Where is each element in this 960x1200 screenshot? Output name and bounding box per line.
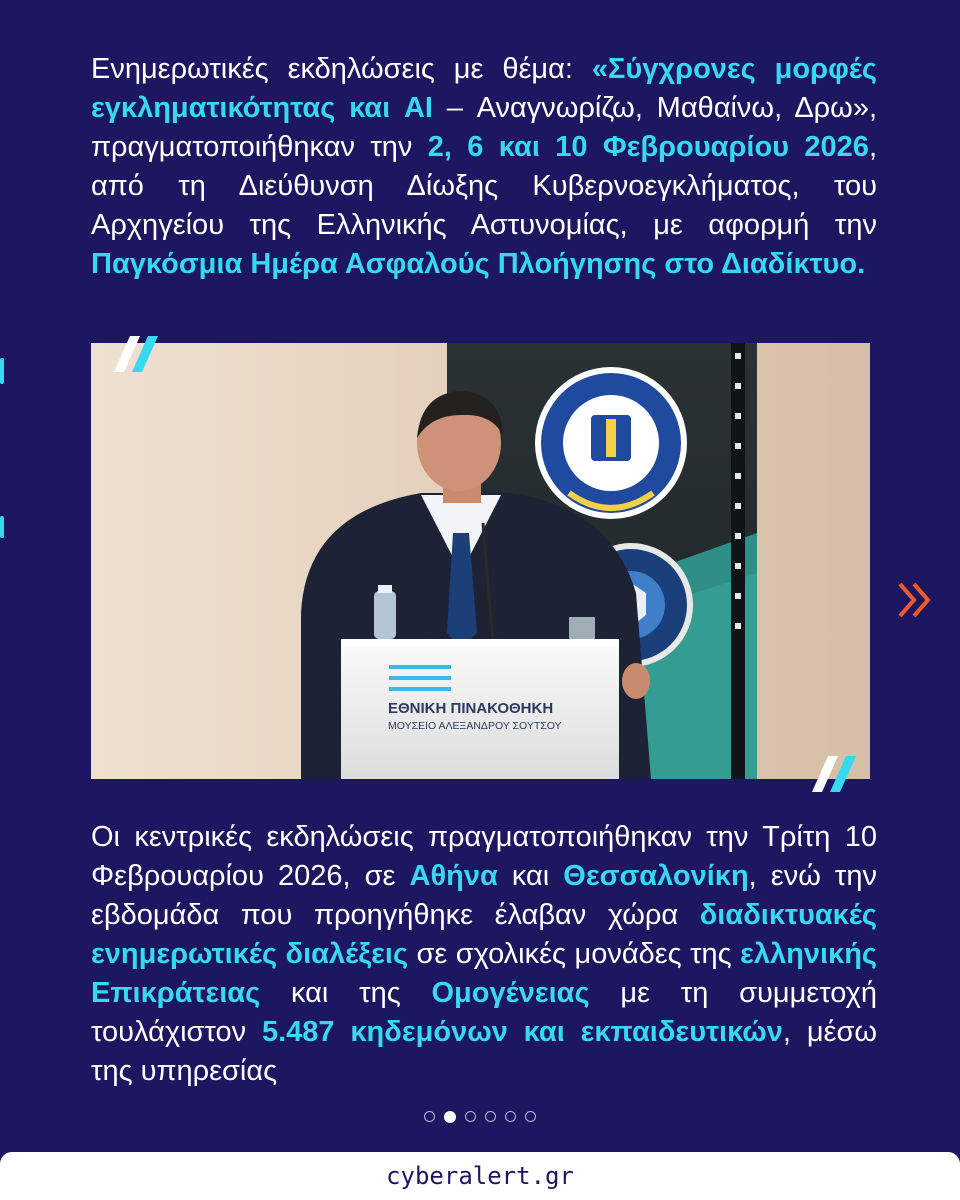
- intro-text: , από τη Διεύθυνση Δίωξης Κυβερνοεγκλήματος, του Αρχηγείου της Ελληνικής Αστυνομίας, με αφορμή την: [91, 131, 877, 241]
- pager-dot[interactable]: [444, 1111, 456, 1123]
- footer-bar: [0, 1152, 960, 1200]
- podium-subtitle: ΜΟΥΣΕΙΟ ΑΛΕΞΑΝΔΡΟΥ ΣΟΥΤΣΟΥ: [388, 720, 562, 732]
- side-accent-mark: [0, 358, 4, 384]
- national-gallery-logo: [389, 665, 451, 691]
- details-text: , μέσω της υπηρεσίας: [91, 1016, 877, 1087]
- details-text: με τη συμμετοχή τουλάχιστον: [91, 977, 877, 1048]
- pager-dot[interactable]: [505, 1111, 516, 1122]
- online-lectures-highlight: διαδικτυακές ενημερωτικές διαλέξεις: [91, 899, 877, 970]
- details-text: , ενώ την εβδομάδα που προηγήθηκε έλαβαν χώρα: [91, 860, 878, 931]
- pager-dot[interactable]: [525, 1111, 536, 1122]
- double-chevron-right-icon[interactable]: [896, 580, 936, 620]
- safer-internet-day-highlight: Παγκόσμια Ημέρα Ασφαλούς Πλοήγησης στο Διαδίκτυο.: [91, 248, 866, 280]
- details-text: Οι κεντρικές εκδηλώσεις πραγματοποιήθηκαν την Τρίτη 10 Φεβρουαρίου 2026, σε: [91, 821, 877, 892]
- podium-title: ΕΘΝΙΚΗ ΠΙΝΑΚΟΘΗΚΗ: [388, 700, 554, 717]
- decorative-slashes-icon: [100, 332, 160, 376]
- details-text: και: [497, 860, 564, 892]
- event-title-highlight: «Σύγχρονες μορφές εγκληματικότητας και AI: [91, 53, 877, 124]
- pager-dot[interactable]: [465, 1111, 476, 1122]
- water-bottle: [374, 585, 396, 639]
- diaspora-highlight: Ομογένειας: [431, 977, 590, 1009]
- decorative-slashes-icon: [808, 752, 868, 796]
- city-athens-highlight: Αθήνα: [409, 860, 498, 892]
- hellenic-police-seal-icon: [535, 367, 687, 519]
- event-dates-highlight: 2, 6 και 10 Φεβρουαρίου 2026: [427, 131, 869, 163]
- intro-text: – Αναγνωρίζω, Μαθαίνω, Δρω», πραγματοποιήθηκαν την: [91, 92, 878, 163]
- city-thessaloniki-highlight: Θεσσαλονίκη: [563, 860, 749, 892]
- pager-dot[interactable]: [485, 1111, 496, 1122]
- intro-text: Ενημερωτικές εκδηλώσεις με θέμα:: [91, 53, 592, 85]
- event-photo: [91, 343, 870, 779]
- details-paragraph: [91, 818, 877, 1091]
- carousel-pager: [0, 1111, 960, 1123]
- participants-count-highlight: 5.487 κηδεμόνων και εκπαιδευτικών: [261, 1016, 783, 1048]
- greek-territory-highlight: ελληνικής Επικράτειας: [91, 938, 877, 1009]
- podium: [341, 639, 619, 779]
- details-text: και της: [260, 977, 432, 1009]
- intro-paragraph: [91, 50, 877, 284]
- side-accent-mark: [0, 516, 4, 538]
- details-text: σε σχολικές μονάδες της: [408, 938, 741, 970]
- site-url[interactable]: cyberalert.gr: [386, 1162, 574, 1190]
- pager-dot[interactable]: [424, 1111, 435, 1122]
